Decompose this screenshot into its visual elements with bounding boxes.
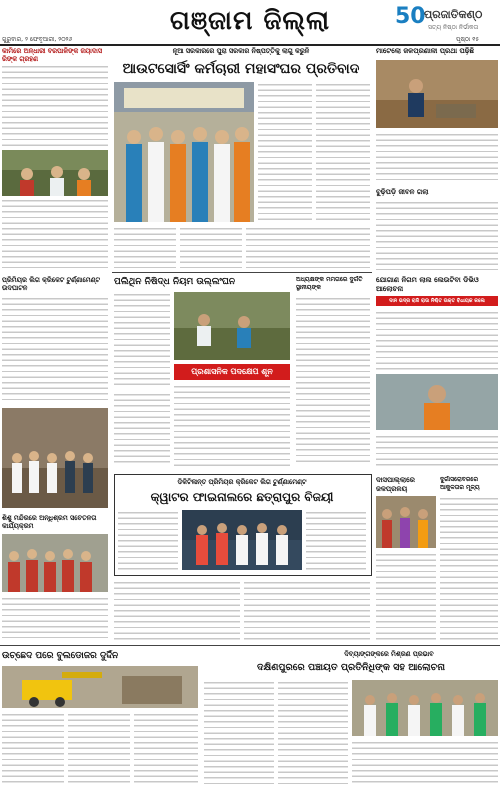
cricket-photo [182, 510, 302, 570]
left-lower-photo [2, 534, 108, 592]
left-mid-photo [2, 408, 108, 508]
left-mid-headline: ପ୍ରିମିୟର ଲିଗ କ୍ରିକେଟ ଟୁର୍ଣ୍ଣାମେଣ୍ଟ ଉଦଘାଟନ [2, 276, 101, 292]
page-number: ପୃଷ୍ଠା ୧୫ [456, 36, 480, 43]
divider [112, 272, 372, 273]
divider [0, 645, 500, 646]
right-mid2-body [376, 310, 498, 370]
anniversary-logo: 50 [395, 4, 426, 29]
main-body-col1c [246, 226, 370, 268]
dateline: ଗୁରୁବାର, ୨ ଫେବୃଆରୀ, ୨୦୨୬ [2, 36, 73, 43]
left-lower-body [2, 596, 108, 638]
left-top-photo [2, 150, 108, 196]
main-body-col1b [180, 226, 242, 268]
center-box-body [174, 384, 290, 466]
bottom-right-headline: ଦକ୍ଷିଣପୁରରେ ପଞ୍ଚାୟତ ପ୍ରତିନିଧିଙ୍କ ସହ ଆଲୋଚନା [257, 662, 445, 673]
main-headline: ଆଉଟସୋର୍ସିଂ କର୍ମଚାରୀ ମହାସଂଘର ପ୍ରତିବାଦ [122, 61, 360, 77]
main-body-col1a [114, 226, 176, 268]
left-top-headline: କାମିରେ ଅନ୍ଧାରୀ ବରପାଳିଙ୍କ ଜୟାଦାସ ରିଙ୍କ ଗ୍ରହଣ [2, 47, 103, 63]
main-body-col2 [258, 82, 312, 222]
right-top-photo [376, 60, 498, 128]
newspaper-logo: ପ୍ରଜାତିକଣ୍ଠ [424, 8, 483, 21]
bottom-right-body-3 [352, 740, 498, 784]
logo-tagline: ସତ୍ୟ ନିଷ୍ଠା ନିର୍ଭୀକତା [428, 24, 479, 31]
center-mid-headline: ପଲିଥିନ ନିଷିଦ୍ଧ ନିୟମ ଉଲ୍ଲଂଘନ [114, 277, 236, 287]
center-lower-body-2 [244, 580, 370, 640]
right-mid-body [376, 200, 498, 270]
center-lower-body-1 [114, 580, 240, 640]
right-mid2-headline: ଯୋଗାଣ ନିଗମ ଲାଲ ଲେଉଟିବା ଡିଭିଓ ଆଲୋଚନା [376, 276, 479, 293]
bottom-left-photo [2, 666, 198, 708]
center-mid-body-3 [296, 296, 370, 466]
far-right-body [440, 496, 498, 640]
bottom-right-body-2 [278, 680, 348, 784]
main-photo [114, 82, 254, 222]
bottom-left-body-1 [2, 712, 64, 784]
cricket-body-3 [306, 510, 366, 570]
cricket-headline: କ୍ୱାଟର ଫାଇନାଲରେ ଛତ୍ରାପୁର ବିଜୟୀ [150, 490, 334, 504]
right-mid2-body-2 [376, 434, 498, 468]
center-mid-body-2 [114, 392, 170, 466]
center-mid-photo [174, 292, 290, 360]
cricket-kicker: ଡିକିଟିଳାନ୍ତ ପ୍ରିମିୟର କ୍ରିକେଟ ଲିଗ ଟୁର୍ଣ୍ଣାମେଣ୍ଟ [177, 478, 307, 486]
page-title: ଗଞ୍ଜାମ ଜିଲ୍ଲା [169, 6, 331, 36]
bottom-right-photo [352, 680, 498, 736]
bottom-left-body-3 [134, 712, 198, 784]
right-lower-headline: ଦାସପାଲ୍ଲାରେ ଜଳପ୍ରଳୟ [376, 476, 415, 493]
right-mid2-sub: ଦାନ ଭଦ୍ର ରାଜି ରାଉ ନିଶ୍ଚିତ ଉକ୍ତ ବିଧାୟକ କଲେ [376, 296, 498, 306]
cricket-body-1 [118, 510, 178, 570]
center-mid-sub: ଅଧ୍ୟକ୍ଷଙ୍କ ମମତାରେ ଦୁର୍ଗତି ସ୍ଥାନୀୟଙ୍କ [296, 276, 363, 291]
left-lower-headline: ଶିଶୁ ମନ୍ଦିରରେ ଅନ୍ଧିଶ୍ରମ ସଚେତନତା କାର୍ଯ୍ୟକ୍ରମ [2, 514, 97, 530]
bottom-right-body-1 [204, 680, 274, 784]
main-kicker: ନୂଆ ସରକାରରେ ପୁରା ସରକାର ନିଷ୍ପତ୍ତିକୁ ଲାଗୁ କରୁନି [172, 47, 310, 55]
right-top-headline: ମାଟେଲୋ ଜଳପ୍ରଣାଳୀ ପ୍ରଥା ପଢ଼ିଛି [376, 47, 475, 55]
left-top-body [2, 64, 108, 146]
bottom-left-body-2 [68, 712, 130, 784]
right-top-body [376, 132, 498, 184]
bottom-right-kicker: ଦିବ୍ୟାଙ୍ଗଙ୍କରେ ମିଶ୍ରଣ ପ୍ରଭାବ [344, 650, 434, 658]
center-box-headline: ପ୍ରଶାସନିକ ପଦକ୍ଷେପ ଶୂନ [174, 364, 290, 380]
far-right-headline: ଦୁର୍ଗାସରୋବରରେ ଆକୁଳତାର ମୂଳ୍ୟ [440, 476, 480, 491]
center-mid-body-1 [114, 292, 170, 388]
right-mid2-photo [376, 374, 498, 430]
right-lower-body [376, 552, 436, 640]
bottom-left-headline: ଉଚ୍ଛେଦ ପରେ ବୁଲଡୋଜର ଦୁର୍ଦ୍ଦିନ [2, 651, 119, 661]
right-lower-photo [376, 496, 436, 548]
right-mid-headline: ବୁଢ଼ିପଡ଼ି ଜୀବନ ଗଲା [376, 188, 429, 196]
main-body-col3 [316, 82, 370, 222]
left-top-body-2 [2, 198, 108, 268]
left-mid-body [2, 296, 108, 404]
